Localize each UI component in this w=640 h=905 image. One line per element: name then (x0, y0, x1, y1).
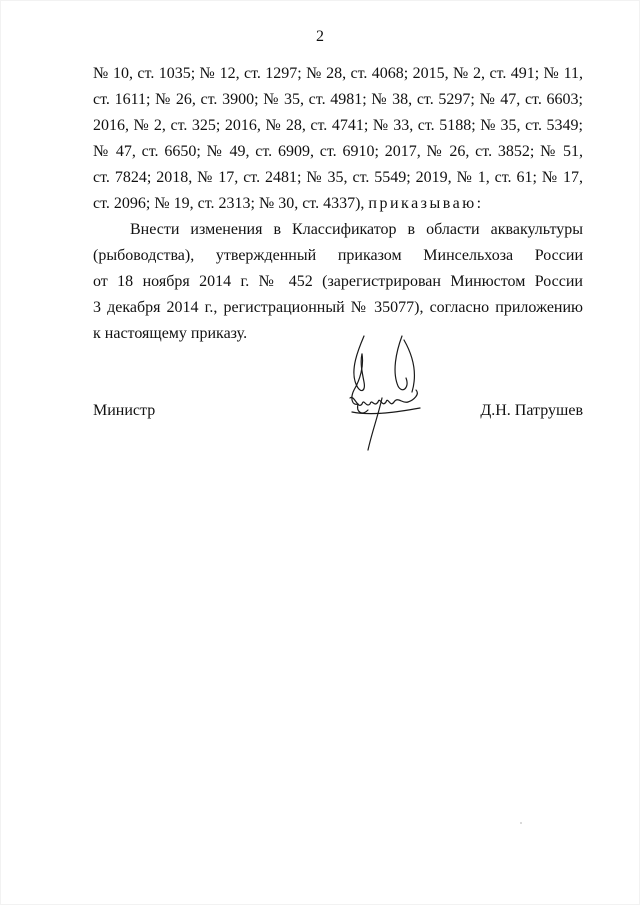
body-last-line: к настоящему приказу. (93, 325, 248, 342)
preamble-line-5: ст. 7824; 2018, № 17, ст. 2481; № 35, ст. 5549; 2019, № 1, ст. 61; № 17, (93, 169, 583, 186)
signatory-title: Министр (93, 402, 156, 419)
signatory-name: Д.Н. Патрушев (480, 402, 583, 419)
preamble-line-3: 2016, № 2, ст. 325; 2016, № 28, ст. 4741; № 33, ст. 5188; № 35, ст. 5349; (93, 117, 583, 134)
body-line-3: от 18 ноября 2014 г. № 452 (зарегистрирован Минюстом России (93, 273, 583, 290)
preamble-line-2: ст. 1611; № 26, ст. 3900; № 35, ст. 4981; № 38, ст. 5297; № 47, ст. 6603; (93, 91, 583, 108)
preamble-line-4: № 47, ст. 6650; № 49, ст. 6909, ст. 6910; 2017, № 26, ст. 3852; № 51, (93, 143, 583, 160)
body-line-2: (рыбоводства), утвержденный приказом Минсельхоза России (93, 247, 583, 264)
body-line-4: 3 декабря 2014 г., регистрационный № 35077), согласно приложению (93, 299, 583, 316)
preamble-last-text: ст. 2096; № 19, ст. 2313; № 30, ст. 4337), (93, 195, 365, 212)
order-word: приказываю: (368, 195, 484, 212)
page-number: 2 (316, 28, 324, 45)
handwritten-signature (342, 332, 427, 452)
preamble-last-line (93, 194, 583, 214)
preamble-line-1: № 10, ст. 1035; № 12, ст. 1297; № 28, ст. 4068; 2015, № 2, ст. 491; № 11, (93, 65, 583, 82)
scan-speck (520, 822, 522, 824)
body-line-1: Внести изменения в Классификатор в области аквакультуры (130, 221, 583, 238)
